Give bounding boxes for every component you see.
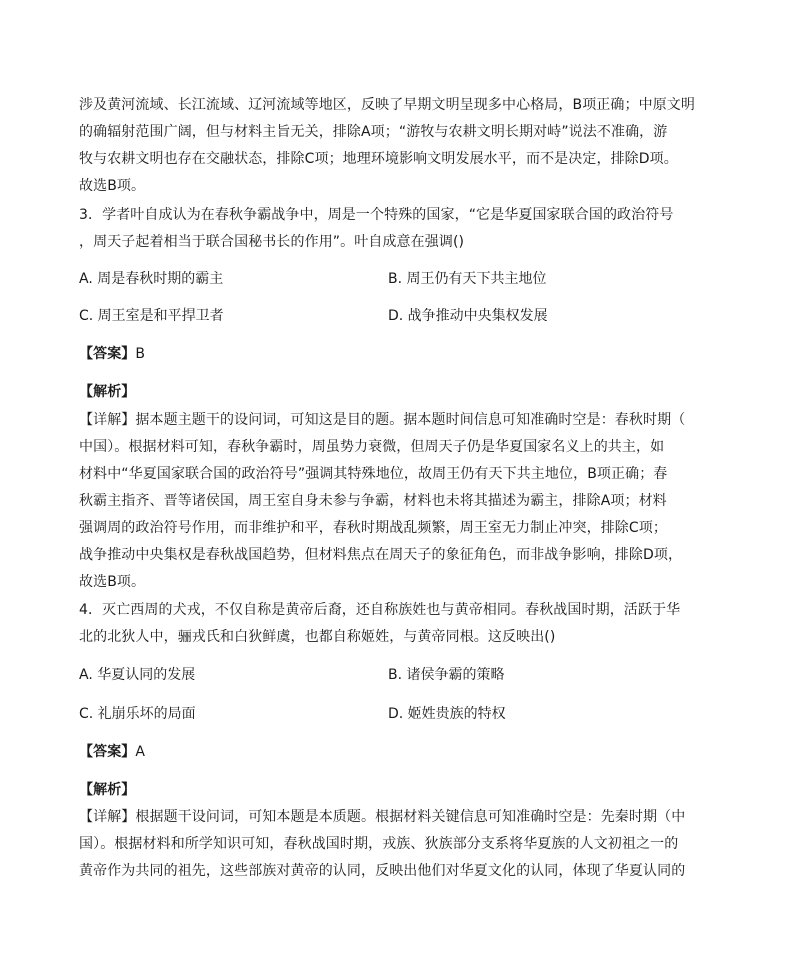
q3-analysis-line-2: 中国）。根据材料可知，春秋争霸时，周虽势力衰微，但周天子仍是华夏国家名义上的共主，如 <box>79 439 665 455</box>
q3-analysis-line-4: 秋霸主指齐、晋等诸侯国，周王室自身未参与争霸，材料也未将其描述为霸主，排除A项；材料 <box>79 493 667 509</box>
q4-analysis-line-1: 【详解】根据题干设问词，可知本题是本质题。根据材料关键信息可知准确时空是：先秦时期（中 <box>79 809 686 825</box>
prev-explanation-line-3: 牧与农耕文明也存在交融状态，排除C项；地理环境影响文明发展水平，而不是决定，排除D项。 <box>79 151 678 167</box>
q3-analysis-line-7: 故选B项。 <box>79 574 146 590</box>
q4-answer-value: A <box>135 744 146 760</box>
q3-answer-value: B <box>135 346 146 362</box>
prev-explanation-line-1: 涉及黄河流域、长江流域、辽河流域等地区，反映了早期文明呈现多中心格局，B项正确；中原文明 <box>79 97 696 113</box>
q3-answer-label: 【答案】 <box>79 346 136 362</box>
q4-option-d: D. 姬姓贵族的特权 <box>388 706 506 722</box>
q4-answer-label: 【答案】 <box>79 744 136 760</box>
q4-option-c: C. 礼崩乐坏的局面 <box>79 706 196 722</box>
prev-explanation-line-4: 故选B项。 <box>79 178 146 194</box>
q4-stem-line-1: 4．灭亡西周的犬戎，不仅自称是黄帝后裔，还自称族姓也与黄帝相同。春秋战国时期，活跃于华 <box>79 602 681 618</box>
q4-answer <box>79 743 145 761</box>
q3-option-b: B. 周王仍有天下共主地位 <box>388 271 547 287</box>
q4-analysis-line-2: 国）。根据材料和所学知识可知，春秋战国时期，戎族、狄族部分支系将华夏族的人文初祖之一的 <box>79 836 679 852</box>
q3-analysis-label: 【解析】 <box>79 384 136 400</box>
q4-analysis-label: 【解析】 <box>79 782 136 798</box>
q3-analysis-line-3: 材料中“华夏国家联合国的政治符号”强调其特殊地位，故周王仍有天下共主地位，B项正确；春 <box>79 466 668 482</box>
q4-option-b: B. 诸侯争霸的策略 <box>388 667 505 683</box>
q3-option-a: A. 周是春秋时期的霸主 <box>79 271 224 287</box>
q3-stem-line-1: 3．学者叶自成认为在春秋争霸战争中，周是一个特殊的国家，“它是华夏国家联合国的政治符号 <box>79 207 674 223</box>
q3-analysis-line-5: 强调周的政治符号作用，而非维护和平，春秋时期战乱频繁，周王室无力制止冲突，排除C项； <box>79 520 667 536</box>
q3-analysis-line-1: 【详解】据本题主题干的设问词，可知这是目的题。据本题时间信息可知准确时空是：春秋时期（ <box>79 412 686 428</box>
q3-analysis-line-6: 战争推动中央集权是春秋战国趋势，但材料焦点在周天子的象征角色，而非战争影响，排除D项， <box>79 547 683 563</box>
q4-stem-line-2: 北的北狄人中，骊戎氏和白狄鲜虞，也都自称姬姓，与黄帝同根。这反映出() <box>79 629 556 645</box>
q3-stem-line-2: ，周天子起着相当于联合国秘书长的作用”。叶自成意在强调() <box>79 234 465 250</box>
q3-option-d: D. 战争推动中央集权发展 <box>388 308 548 324</box>
q3-option-c: C. 周王室是和平捍卫者 <box>79 308 224 324</box>
q4-option-a: A. 华夏认同的发展 <box>79 667 196 683</box>
q3-answer <box>79 345 145 363</box>
q4-analysis-line-3: 黄帝作为共同的祖先，这些部族对黄帝的认同，反映出他们对华夏文化的认同，体现了华夏认同的 <box>79 863 686 879</box>
prev-explanation-line-2: 的确辐射范围广阔，但与材料主旨无关，排除A项；“游牧与农耕文明长期对峙”说法不准确，游 <box>79 124 668 140</box>
